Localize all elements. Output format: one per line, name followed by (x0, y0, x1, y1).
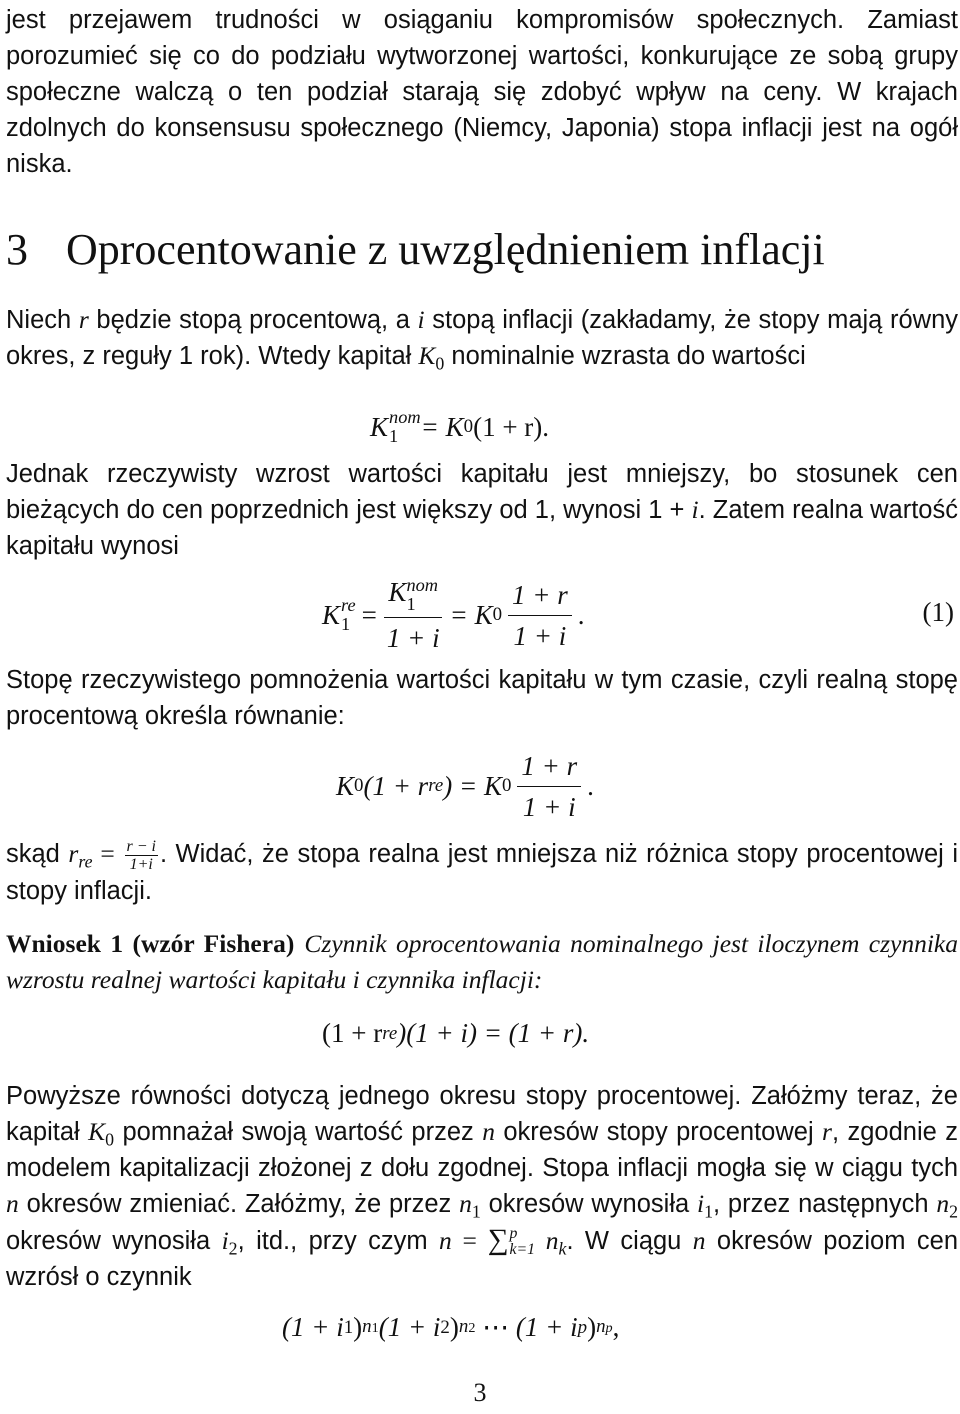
equation-1: K re 1 = K nom 1 1 + i = K 0 $\frac{1 + r}{1 + i}$ . (1) (322, 574, 954, 654)
text-run: . Zatem realna wartość kapitału wynosi (6, 496, 958, 560)
text-run: nominalnie wzrasta do wartości (444, 342, 806, 370)
math-subscript: k (558, 1238, 567, 1259)
text-run: okresów stopy procentowej (494, 1118, 823, 1146)
fraction-denominator: 1 + i (513, 620, 567, 651)
text-run: . W ciągu (566, 1227, 693, 1255)
section-number: 3 (6, 225, 28, 274)
math-n: n (439, 1226, 452, 1255)
math-r: r (822, 1117, 832, 1146)
text-run: okresów wynosiła (6, 1227, 222, 1255)
fraction-ratio (508, 578, 572, 653)
math-subscript: 2 (228, 1238, 238, 1259)
math-i: i (417, 305, 425, 334)
math-tail: (1 + r). (473, 411, 550, 442)
fraction-denominator: 1+i (129, 855, 153, 873)
math-term: (1 + i (515, 1312, 578, 1342)
text-run: Niech (6, 306, 79, 334)
fraction-numerator: r − i (126, 837, 156, 855)
math-term: )(1 + i) = (1 + r). (397, 1018, 590, 1048)
math-n: n (692, 1226, 706, 1255)
real-rate-conclusion-paragraph (6, 836, 958, 909)
math-n: n (459, 1189, 472, 1218)
math-equals: = (361, 599, 377, 630)
text-run: Powyższe równości dotyczą jednego okresu stopy procentowej. Załóżmy teraz, że kapitał (6, 1082, 958, 1146)
math-n: n (482, 1117, 495, 1146)
corollary-body: Czynnik oprocentowania nominalnego jest iloczynem czynnika wzrostu realnej wartości kapitału i czynnika inflacji: (6, 929, 958, 994)
math-superscript: nom (389, 407, 421, 427)
multi-period-paragraph (6, 1078, 958, 1295)
math-paren: ) (449, 1312, 459, 1342)
definition-paragraph (6, 302, 958, 374)
real-rate-paragraph: Stopę rzeczywistego pomnożenia wartości kapitału w tym czasie, czyli realną stopę procentową określa równanie: (6, 666, 958, 730)
fraction-numerator: 1 + r (508, 578, 572, 616)
math-subscript: 1 (406, 593, 416, 614)
text-run: , itd., przy czym (237, 1227, 440, 1255)
sum-upper-limit: p (509, 1225, 518, 1243)
math-period: . (587, 770, 594, 801)
fraction-numerator: 1 + r (517, 749, 581, 787)
math-superscript: n (362, 1316, 372, 1337)
fraction-denominator: 1 + i (386, 623, 440, 654)
section-heading (6, 222, 825, 278)
math-dots: ⋯ (475, 1312, 516, 1342)
math-period: . (577, 599, 585, 630)
math-paren: ) (587, 1312, 597, 1342)
section-title: Oprocentowanie z uwzględnieniem inflacji (66, 225, 825, 274)
inline-fraction (125, 838, 158, 873)
sum-lower-limit: k=1 (509, 1241, 536, 1259)
text-run: będzie stopą procentową, a (88, 306, 418, 334)
math-K: K (336, 770, 355, 801)
math-n: n (6, 1189, 19, 1218)
math-subscript: re (78, 851, 93, 872)
math-subscript: 0 (435, 353, 445, 374)
fraction-ratio (517, 749, 581, 824)
equation-number: (1) (922, 597, 954, 627)
real-value-paragraph (6, 456, 958, 564)
math-superscript: re (341, 594, 356, 615)
math-subscript: 1 (704, 1201, 714, 1222)
math-n: n (535, 1226, 559, 1255)
text-run: skąd (6, 840, 69, 868)
math-paren: ) (353, 1312, 363, 1342)
page-number: 3 (473, 1378, 487, 1407)
math-subscript: 1 (341, 614, 351, 634)
math-subscript: 2 (949, 1201, 958, 1222)
math-i: i (691, 495, 699, 524)
math-r: r (78, 305, 89, 334)
text-run: , zgodnie z modelem kapitalizacji złożonej z dołu zgodnej. Stopa inflacji mogła się w ciągu tych (6, 1118, 958, 1182)
math-subscript: 1 (471, 1201, 481, 1222)
math-subscript: p (605, 1320, 613, 1336)
fraction-nominal (383, 575, 444, 655)
math-term: (1 + i (282, 1312, 344, 1342)
math-K: K (418, 341, 436, 370)
math-subscript: 0 (105, 1129, 115, 1150)
math-r: r (68, 839, 79, 868)
math-subscript: 2 (468, 1320, 476, 1336)
math-term: (1 + r (363, 770, 429, 801)
math-K: K (370, 411, 389, 442)
math-rhs: = K (420, 411, 464, 442)
math-K: K (88, 1117, 106, 1146)
fraction-denominator: 1 + i (522, 791, 576, 822)
math-subscript: 1 (389, 426, 399, 447)
text-run: pomnażał swoją wartość przez (114, 1118, 483, 1146)
text-run: okresów poziom cen wzrósł o czynnik (6, 1227, 958, 1291)
math-n: n (936, 1189, 950, 1218)
math-K: K (322, 599, 341, 630)
math-term: (1 + i (378, 1312, 441, 1342)
sum-symbol: ∑ (487, 1224, 509, 1256)
math-subscript: 1 (371, 1320, 379, 1336)
equation-real-rate: K 0 (1 + r re ) = K 0 $\frac{1 + r}{1 + i}$ . (336, 750, 594, 822)
text-run: . Widać, że stopa realna jest mniejsza niż różnica stopy procentowej i stopy inflacji. (6, 840, 958, 905)
text-run: okresów wynosiła (480, 1190, 697, 1218)
corollary-fisher (6, 926, 958, 998)
math-K: = K (449, 599, 493, 630)
math-comma: , (612, 1312, 620, 1342)
text-run: stopą inflacji (zakładamy, że stopy mają równy okres, z reguły 1 rok). Wtedy kapitał (6, 306, 959, 370)
math-equals: = (92, 839, 123, 868)
math-term: ) = K (443, 770, 502, 801)
document-page: jest przejawem trudności w osiąganiu kompromisów społecznych. Zamiast porozumieć się co do podziału wytworzonej wartości, konkurujące ze sobą grupy społeczne walczą o ten podział starają się zdobyć wpływ na ceny. W krajach zdolnych do konsensusu społecznego (Niemcy, Japonia) stopa inflacji jest na ogół niska. 3 Oprocentowanie z uwzględnieniem inflacji Niech r będzie stopą procentową, a i stopą inflacji (zakładamy, że stopy mają równy okres, z reguły 1 rok). Wtedy kapitał $K_0$ nominalnie wzrasta do wartości K nom 1 = K 0 (1 + r). Jednak rzeczywisty wzrost wartości kapitału jest mniejszy, bo stosunek cen bieżących do cen poprzednich jest większy od 1, wynosi 1 + i. Zatem realna wartość kapitału wynosi K re 1 = K nom 1 1 + i = K 0 $\frac{1 + r}{1 + i}$ . (1) Stopę rzeczywistego pomnożenia wartości kapitału w tym czasie, czyli realną stopę procentową określa równanie: K 0 (1 + r re ) = K 0 $\frac{1 + r}{1 + i}$ . skąd $r_{re}$ = $\frac{r - i}{1+i}$ . Widać, że stopa realna jest mniejsza niż różnica stopy procentowej i stopy inflacji. Wniosek 1 (wzór Fishera) Czynnik oprocentowania nominalnego jest iloczynem czynnika wzrostu realnej wartości kapitału i czynnika inflacji: (1 + r re )(1 + i) = (1 + r). Powyższe równości dotyczą jednego okresu stopy procentowej. Załóżmy teraz, że kapitał $K_0$ pomnażał swoją wartość przez n okresów stopy procentowej r, zgodnie z modelem kapitalizacji złożonej z dołu zgodnej. Stopa inflacji mogła się w ciągu tych n okresów zmieniać. Załóżmy, że przez $n_1$ okresów wynosiła $i_1$, przez następnych $n_2$ okresów wynosiła $i_2$, itd., przy czym n = ∑ p k=1 $n_k$. W ciągu n okresów poziom cen wzrósł o czynnik (1 + i 1 ) n1 (1 + i 2 ) n2 ⋯ (1 + i p ) np , 3 (0, 0, 960, 1414)
text-run: Jednak rzeczywisty wzrost wartości kapitału jest mniejszy, bo stosunek cen bieżących do cen poprzednich jest większy od 1, wynosi 1 + (6, 460, 958, 524)
corollary-title: Wniosek 1 (wzór Fishera) (6, 929, 295, 958)
math-K: K (388, 576, 407, 607)
math-superscript: n (596, 1316, 606, 1337)
math-superscript: n (458, 1316, 469, 1337)
text-run: okresów zmieniać. Załóżmy, że przez (18, 1190, 460, 1218)
math-equals: = (451, 1226, 488, 1255)
intro-paragraph: jest przejawem trudności w osiąganiu kompromisów społecznych. Zamiast porozumieć się co do podziału wytworzonej wartości, konkurujące ze sobą grupy społeczne walczą o ten podział starają się zdobyć wpływ na ceny. W krajach zdolnych do konsensusu społecznego (Niemcy, Japonia) stopa inflacji jest na ogół niska. (6, 6, 958, 178)
math-term: (1 + r (322, 1018, 383, 1048)
math-i: i (697, 1189, 705, 1218)
math-i: i (221, 1226, 229, 1255)
text-run: , przez następnych (713, 1190, 937, 1218)
math-superscript: nom (406, 574, 439, 595)
